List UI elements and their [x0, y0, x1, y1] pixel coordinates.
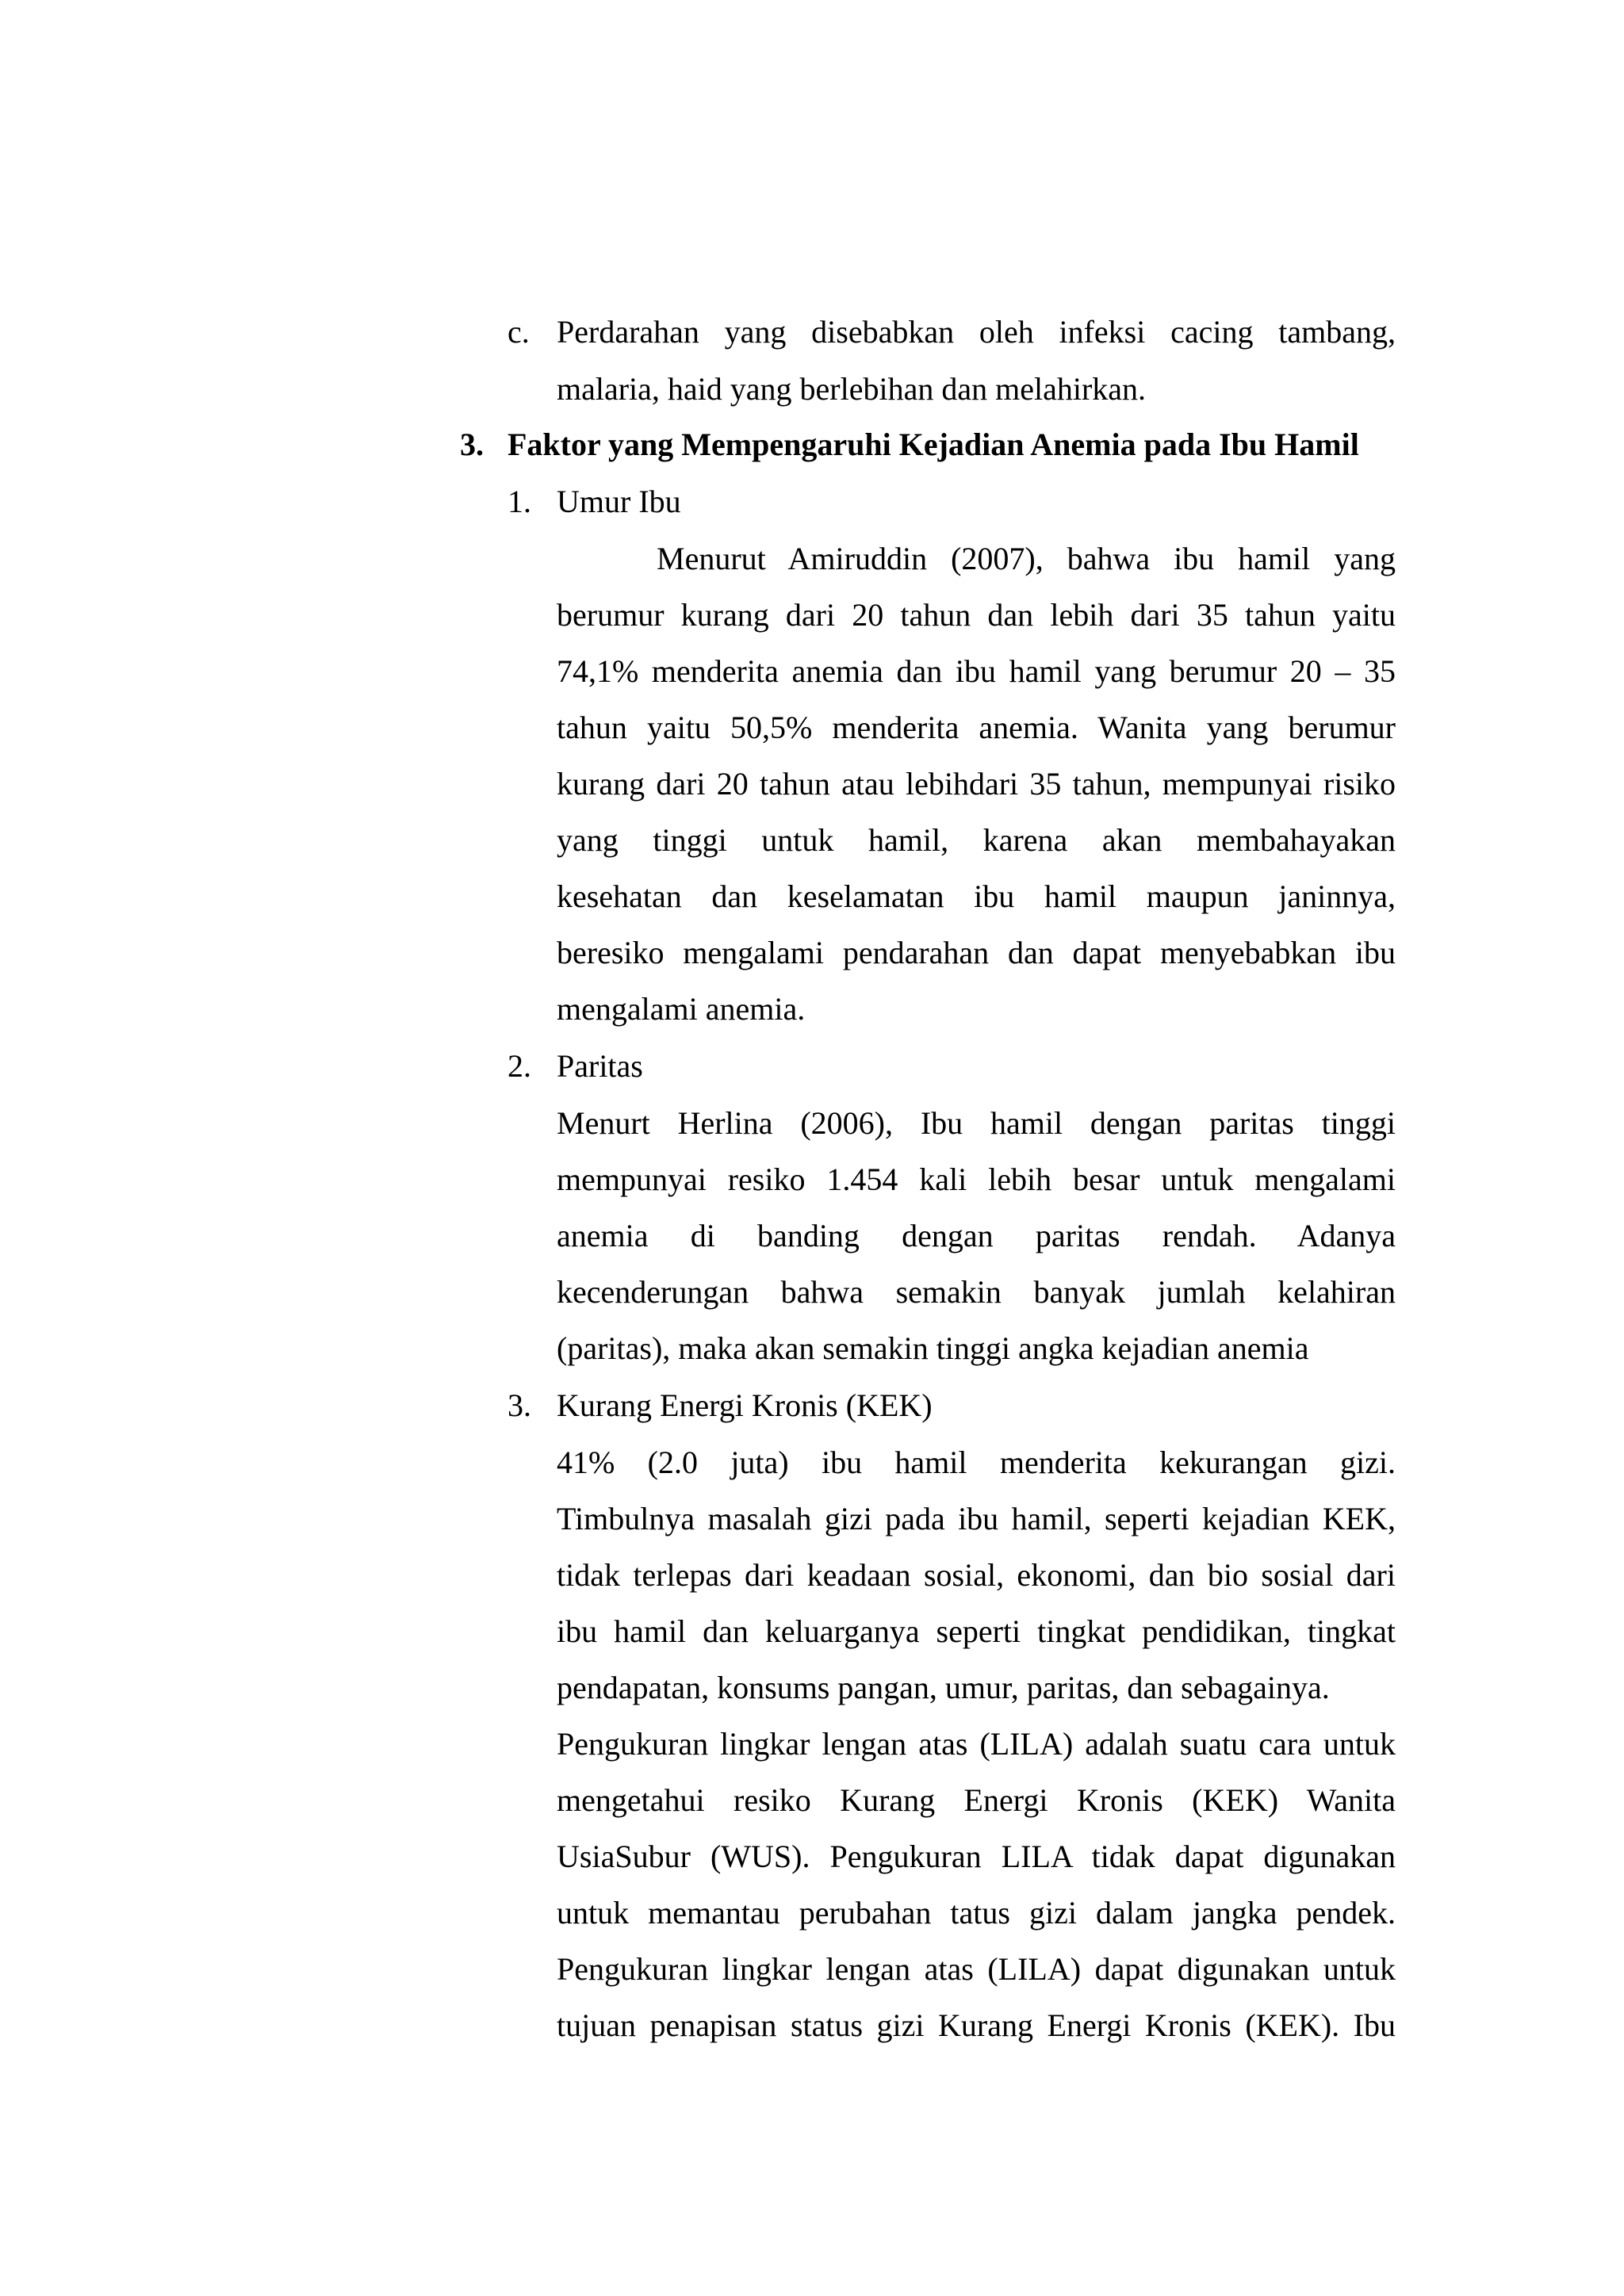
- paragraph-line: (paritas), maka akan semakin tinggi angka kejadian anemia: [557, 1330, 1309, 1366]
- paragraph-line: beresiko mengalami pendarahan dan dapat menyebabkan ibu: [557, 935, 1396, 970]
- paragraph-line: malaria, haid yang berlebihan dan melahirkan.: [557, 371, 1147, 407]
- paragraph-line: UsiaSubur (WUS). Pengukuran LILA tidak dapat digunakan: [557, 1839, 1396, 1874]
- paragraph-line: untuk memantau perubahan tatus gizi dalam jangka pendek.: [557, 1895, 1396, 1931]
- paragraph-line: 41% (2.0 juta) ibu hamil menderita kekurangan gizi.: [557, 1445, 1396, 1480]
- paragraph-line: tujuan penapisan status gizi Kurang Energi Kronis (KEK). Ibu: [557, 2007, 1396, 2043]
- list-item-number: 2.: [508, 1048, 531, 1084]
- list-item-number: 3.: [508, 1387, 531, 1423]
- paragraph-line: Menurt Herlina (2006), Ibu hamil dengan paritas tinggi: [557, 1105, 1396, 1141]
- paragraph-line: Pengukuran lingkar lengan atas (LILA) dapat digunakan untuk: [557, 1951, 1396, 1987]
- paragraph-line: Timbulnya masalah gizi pada ibu hamil, seperti kejadian KEK,: [557, 1501, 1396, 1536]
- list-item-title: Paritas: [557, 1048, 643, 1084]
- paragraph-line: Perdarahan yang disebabkan oleh infeksi cacing tambang,: [557, 314, 1396, 350]
- paragraph-line: kurang dari 20 tahun atau lebihdari 35 tahun, mempunyai risiko: [557, 766, 1396, 802]
- paragraph-line: Menurut Amiruddin (2007), bahwa ibu hamil yang: [657, 541, 1396, 576]
- paragraph-line: mengalami anemia.: [557, 991, 806, 1027]
- paragraph-line: kecenderungan bahwa semakin banyak jumlah kelahiran: [557, 1274, 1396, 1310]
- paragraph-line: mengetahui resiko Kurang Energi Kronis (KEK) Wanita: [557, 1782, 1396, 1818]
- paragraph-line: berumur kurang dari 20 tahun dan lebih dari 35 tahun yaitu: [557, 597, 1396, 633]
- section-number: 3.: [460, 427, 484, 462]
- paragraph-line: ibu hamil dan keluarganya seperti tingkat pendidikan, tingkat: [557, 1613, 1396, 1649]
- paragraph-line: yang tinggi untuk hamil, karena akan membahayakan: [557, 822, 1396, 858]
- paragraph-line: Pengukuran lingkar lengan atas (LILA) adalah suatu cara untuk: [557, 1726, 1396, 1762]
- paragraph-line: kesehatan dan keselamatan ibu hamil maupun janinnya,: [557, 878, 1396, 914]
- list-item-label: c.: [508, 314, 530, 350]
- paragraph-line: mempunyai resiko 1.454 kali lebih besar untuk mengalami: [557, 1161, 1396, 1197]
- paragraph-line: pendapatan, konsums pangan, umur, paritas, dan sebagainya.: [557, 1670, 1330, 1705]
- section-heading: Faktor yang Mempengaruhi Kejadian Anemia pada Ibu Hamil: [508, 427, 1359, 462]
- paragraph-line: anemia di banding dengan paritas rendah. Adanya: [557, 1218, 1396, 1253]
- paragraph-line: 74,1% menderita anemia dan ibu hamil yang berumur 20 – 35: [557, 653, 1396, 689]
- list-item-title: Kurang Energi Kronis (KEK): [557, 1387, 933, 1423]
- paragraph-line: tahun yaitu 50,5% menderita anemia. Wanita yang berumur: [557, 710, 1396, 745]
- list-item-title: Umur Ibu: [557, 484, 681, 519]
- list-item-number: 1.: [508, 484, 531, 519]
- paragraph-line: tidak terlepas dari keadaan sosial, ekonomi, dan bio sosial dari: [557, 1557, 1396, 1593]
